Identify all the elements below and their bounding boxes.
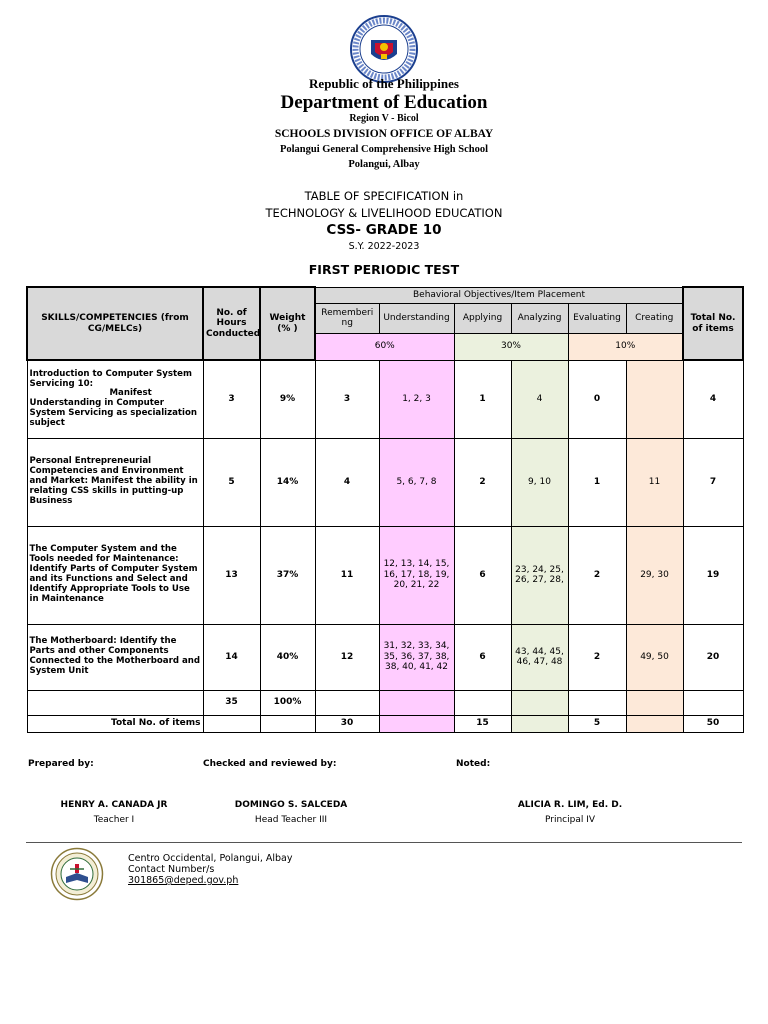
weight-band-30: 30%	[454, 333, 568, 360]
total-row-label: Total No. of items	[27, 715, 203, 732]
empty-cell	[203, 715, 260, 732]
grade-title: CSS- GRADE 10	[326, 222, 442, 238]
noted-label: Noted:	[456, 759, 491, 769]
understanding-cell: 1, 2, 3	[379, 360, 454, 438]
evaluating-cell: 2	[568, 624, 626, 690]
prepared-title: Teacher I	[93, 815, 135, 825]
analyzing-cell: 23, 24, 25, 26, 27, 28,	[511, 526, 568, 624]
hours-cell: 5	[203, 438, 260, 526]
total-cell: 4	[683, 360, 743, 438]
table-row	[27, 526, 743, 624]
weight-cell: 9%	[260, 360, 315, 438]
school-seal-logo	[50, 847, 104, 901]
creating-cell: 11	[626, 438, 683, 526]
evaluating-cell: 2	[568, 526, 626, 624]
skill-text: Introduction to Computer System Servicing 10:	[29, 368, 192, 389]
tos-title-line2: TECHNOLOGY & LIVELIHOOD EDUCATION	[265, 206, 503, 220]
region-line: Region V - Bicol	[349, 113, 419, 124]
hours-cell: 13	[203, 526, 260, 624]
header-analyzing: Analyzing	[511, 303, 568, 333]
footer-divider	[26, 842, 742, 843]
skill-cell: The Computer System and the Tools needed for Maintenance: Identify Parts of Computer System and its Functions and Select and Identify Appropriate Tools to Use in Maintenance	[27, 526, 203, 624]
noted-name: ALICIA R. LIM, Ed. D.	[517, 800, 623, 810]
school-name: Polangui General Comprehensive High School	[279, 144, 489, 155]
applying-cell: 6	[454, 624, 511, 690]
header-evaluating: Evaluating	[568, 303, 626, 333]
sum-row	[27, 690, 743, 715]
remembering-cell: 3	[315, 360, 379, 438]
weight-band-10: 10%	[568, 333, 683, 360]
weight-cell: 40%	[260, 624, 315, 690]
department-title: Department of Education	[280, 92, 488, 113]
analyzing-cell: 9, 10	[511, 438, 568, 526]
weight-sum-cell: 100%	[260, 690, 315, 715]
total-row	[27, 715, 743, 732]
prepared-name: HENRY A. CANADA JR	[60, 800, 168, 810]
skill-text: Understanding in Computer System Servicing as specialization subject	[29, 398, 198, 428]
hours-cell: 3	[203, 360, 260, 438]
school-town: Polangui, Albay	[348, 159, 420, 170]
table-row	[27, 624, 743, 690]
header-understanding: Understanding	[379, 303, 454, 333]
skill-text: Manifest	[109, 388, 152, 399]
understanding-cell: 5, 6, 7, 8	[379, 438, 454, 526]
header-applying: Applying	[454, 303, 511, 333]
test-title: FIRST PERIODIC TEST	[308, 262, 460, 277]
weight-band-60: 60%	[315, 333, 454, 360]
evaluating-cell: 1	[568, 438, 626, 526]
remembering-cell: 11	[315, 526, 379, 624]
total-cell: 20	[683, 624, 743, 690]
applying-cell: 1	[454, 360, 511, 438]
header-hours: No. of Hours Conducted	[203, 287, 260, 360]
empty-cell	[379, 690, 454, 715]
school-year: S.Y. 2022-2023	[348, 241, 420, 252]
empty-cell	[27, 690, 203, 715]
remembering-total-cell: 30	[315, 715, 379, 732]
grand-total-cell: 50	[683, 715, 743, 732]
analyzing-cell: 43, 44, 45, 46, 47, 48	[511, 624, 568, 690]
hours-cell: 14	[203, 624, 260, 690]
header-behavioral: Behavioral Objectives/Item Placement	[315, 287, 683, 303]
empty-cell	[454, 690, 511, 715]
evaluating-cell: 0	[568, 360, 626, 438]
hours-sum-cell: 35	[203, 690, 260, 715]
creating-cell: 29, 30	[626, 526, 683, 624]
table-row	[27, 360, 743, 438]
creating-cell	[626, 360, 683, 438]
header-skills: SKILLS/COMPETENCIES (from CG/MELCs)	[27, 287, 203, 360]
tos-title-line1: TABLE OF SPECIFICATION in	[304, 189, 464, 203]
applying-total-cell: 15	[454, 715, 511, 732]
understanding-cell: 31, 32, 33, 34, 35, 36, 37, 38, 38, 40, 41, 42	[379, 624, 454, 690]
remembering-cell: 12	[315, 624, 379, 690]
header-remembering: Rememberi ng	[315, 303, 379, 333]
table-row	[27, 438, 743, 526]
empty-cell	[626, 715, 683, 732]
checked-by-label: Checked and reviewed by:	[203, 759, 337, 769]
deped-seal-logo	[349, 14, 419, 84]
skill-cell: Personal Entrepreneurial Competencies and Environment and Market: Manifest the ability in relating CSS skills in putting-up Business	[27, 438, 203, 526]
remembering-cell: 4	[315, 438, 379, 526]
footer-email-link[interactable]: 301865@deped.gov.ph	[128, 875, 239, 886]
empty-cell	[260, 715, 315, 732]
republic-line: Republic of the Philippines	[309, 76, 459, 91]
empty-cell	[315, 690, 379, 715]
total-cell: 19	[683, 526, 743, 624]
empty-cell	[511, 715, 568, 732]
applying-cell: 2	[454, 438, 511, 526]
checked-title: Head Teacher III	[254, 815, 328, 825]
applying-cell: 6	[454, 526, 511, 624]
prepared-by-label: Prepared by:	[28, 759, 94, 769]
header-total: Total No. of items	[683, 287, 743, 360]
weight-cell: 14%	[260, 438, 315, 526]
total-cell: 7	[683, 438, 743, 526]
skill-cell: The Motherboard: Identify the Parts and other Components Connected to the Motherboard and System Unit	[27, 624, 203, 690]
empty-cell	[379, 715, 454, 732]
weight-cell: 37%	[260, 526, 315, 624]
empty-cell	[568, 690, 626, 715]
header-weight: Weight (% )	[260, 287, 315, 360]
footer-contact: Contact Number/s	[128, 864, 215, 875]
creating-cell: 49, 50	[626, 624, 683, 690]
empty-cell	[626, 690, 683, 715]
empty-cell	[683, 690, 743, 715]
checked-name: DOMINGO S. SALCEDA	[234, 800, 348, 810]
evaluating-total-cell: 5	[568, 715, 626, 732]
noted-title: Principal IV	[544, 815, 596, 825]
analyzing-cell: 4	[511, 360, 568, 438]
specification-table	[26, 286, 744, 733]
empty-cell	[511, 690, 568, 715]
footer-address: Centro Occidental, Polangui, Albay	[128, 853, 293, 864]
skill-cell	[27, 360, 203, 438]
header-creating: Creating	[626, 303, 683, 333]
division-line: SCHOOLS DIVISION OFFICE OF ALBAY	[274, 128, 494, 140]
understanding-cell: 12, 13, 14, 15, 16, 17, 18, 19, 20, 21, 22	[379, 526, 454, 624]
